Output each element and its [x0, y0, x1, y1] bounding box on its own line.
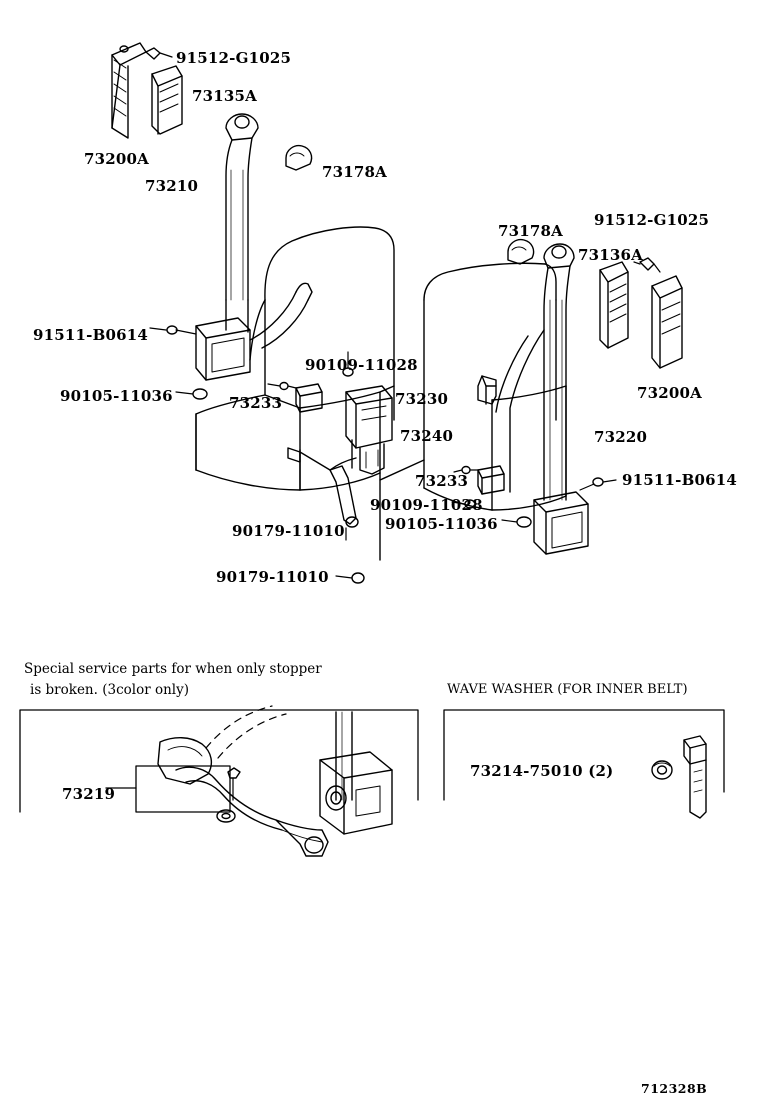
part-label-73233-right[interactable]: 73233 — [415, 472, 469, 490]
part-label-90109-11028-upper[interactable]: 90109-11028 — [305, 356, 418, 374]
wave-washer-box-title: WAVE WASHER (FOR INNER BELT) — [447, 682, 688, 697]
part-label-73230[interactable]: 73230 — [395, 390, 449, 408]
part-label-91512-g1025-upper-right[interactable]: 91512-G1025 — [594, 211, 710, 229]
part-label-73219[interactable]: 73219 — [62, 785, 116, 803]
part-label-91511-b0614-left[interactable]: 91511-B0614 — [33, 326, 149, 344]
part-label-90105-11036-right[interactable]: 90105-11036 — [385, 515, 498, 533]
part-label-73233-left[interactable]: 73233 — [229, 394, 283, 412]
special-service-note-line2: is broken. (3color only) — [30, 682, 189, 698]
part-label-91511-b0614-right[interactable]: 91511-B0614 — [622, 471, 738, 489]
part-label-73135a[interactable]: 73135A — [192, 87, 258, 105]
part-label-73240[interactable]: 73240 — [400, 427, 454, 445]
part-label-90105-11036-left[interactable]: 90105-11036 — [60, 387, 173, 405]
special-service-note-line1: Special service parts for when only stopper — [24, 661, 322, 677]
part-label-90179-11010-upper[interactable]: 90179-11010 — [232, 522, 345, 540]
part-label-90109-11028-lower[interactable]: 90109-11028 — [370, 496, 483, 514]
part-label-90179-11010-lower[interactable]: 90179-11010 — [216, 568, 329, 586]
part-label-73200a-right[interactable]: 73200A — [637, 384, 703, 402]
part-label-91512-g1025-upper-left[interactable]: 91512-G1025 — [176, 49, 292, 67]
part-label-73220[interactable]: 73220 — [594, 428, 648, 446]
part-label-73178a-left[interactable]: 73178A — [322, 163, 388, 181]
diagram-code: 712328B — [641, 1081, 708, 1096]
part-label-73136a[interactable]: 73136A — [578, 246, 644, 264]
part-label-73210[interactable]: 73210 — [145, 177, 199, 195]
part-label-73214-75010[interactable]: 73214-75010 (2) — [470, 762, 614, 780]
part-label-73200a-left[interactable]: 73200A — [84, 150, 150, 168]
part-label-73178a-right[interactable]: 73178A — [498, 222, 564, 240]
